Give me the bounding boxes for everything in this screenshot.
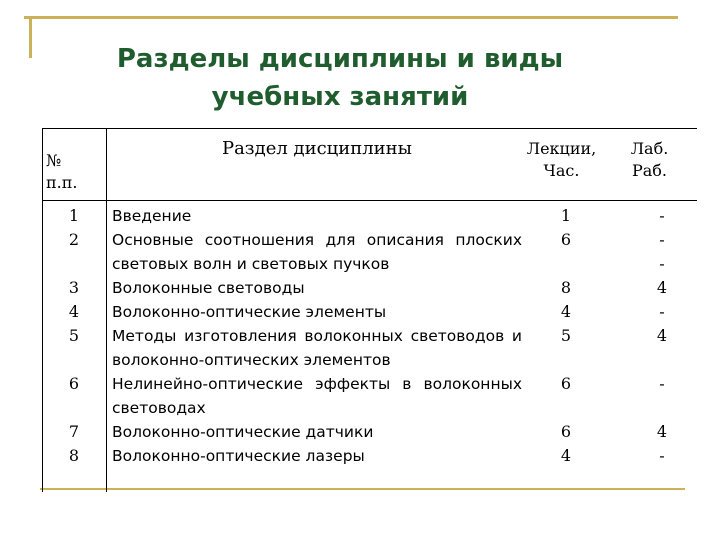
header-labs (612, 138, 687, 182)
row-number (42, 252, 106, 276)
header-lectures (524, 138, 599, 182)
lab-hours: - (659, 230, 665, 249)
lecture-hours: 8 (560, 278, 572, 297)
row-number (42, 348, 106, 372)
topic-introduction: Введение (112, 207, 192, 225)
row-number: 6 (68, 374, 80, 393)
lecture-hours: 6 (560, 374, 572, 393)
title-line-2: учебных занятий (211, 82, 469, 112)
topic-basic-relations: Основные соотношения для описания плоских световых волн и световых пучков (112, 231, 522, 273)
title-line-1: Разделы дисциплины и виды (116, 44, 564, 74)
row-number: 5 (68, 326, 80, 345)
row-number: 3 (68, 278, 80, 297)
lab-hours: - (659, 302, 665, 321)
topic-fibers: Волоконные световоды (112, 279, 305, 297)
topics-column (112, 204, 522, 468)
row-number: 7 (68, 422, 80, 441)
table-header-border (42, 200, 697, 201)
header-section: Раздел дисциплины (221, 138, 413, 159)
lecture-hours: 4 (560, 302, 572, 321)
header-labs-unit: Раб. (631, 161, 668, 180)
table-top-border (42, 128, 697, 129)
lecture-hours: 6 (560, 230, 572, 249)
lab-hours: - (659, 254, 665, 273)
row-number: 2 (68, 230, 80, 249)
frame-left-line (29, 16, 32, 58)
lectures-column (542, 204, 590, 468)
lab-hours: 4 (656, 278, 668, 297)
disciplines-table (42, 128, 697, 492)
lecture-hours (542, 348, 590, 372)
lecture-hours (542, 396, 590, 420)
header-number-symbol: № (46, 151, 62, 170)
slide-title (80, 40, 600, 116)
header-lectures-label: Лекции, (526, 139, 597, 158)
lab-hours: - (659, 374, 665, 393)
lab-hours: 4 (656, 422, 668, 441)
lecture-hours: 4 (560, 446, 572, 465)
lab-hours: - (659, 446, 665, 465)
row-number (42, 396, 106, 420)
frame-top-line (24, 16, 678, 19)
header-labs-label: Лаб. (630, 139, 669, 158)
row-number: 4 (68, 302, 80, 321)
lecture-hours: 6 (560, 422, 572, 441)
lab-hours: - (659, 206, 665, 225)
header-number-abbr: п.п. (46, 173, 78, 192)
lab-hours (638, 396, 686, 420)
row-number: 1 (68, 206, 80, 225)
lecture-hours: 1 (560, 206, 572, 225)
topic-nonlinear-effects: Нелинейно-оптические эффекты в волоконных световодах (112, 375, 522, 417)
table-column-divider (106, 128, 107, 492)
row-number: 8 (68, 446, 80, 465)
lecture-hours (542, 252, 590, 276)
lecture-hours: 5 (560, 326, 572, 345)
header-number (46, 150, 106, 194)
header-lectures-unit: Час. (543, 161, 580, 180)
lab-hours: 4 (656, 326, 668, 345)
topic-fiber-lasers: Волоконно-оптические лазеры (112, 447, 365, 465)
topic-fabrication-methods: Методы изготовления волоконных световодов и волоконно-оптических элементов (112, 327, 522, 369)
topic-fiber-sensors: Волоконно-оптические датчики (112, 423, 374, 441)
number-column (42, 204, 106, 468)
topic-fiber-elements: Волоконно-оптические элементы (112, 303, 387, 321)
labs-column (638, 204, 686, 468)
lab-hours (638, 348, 686, 372)
